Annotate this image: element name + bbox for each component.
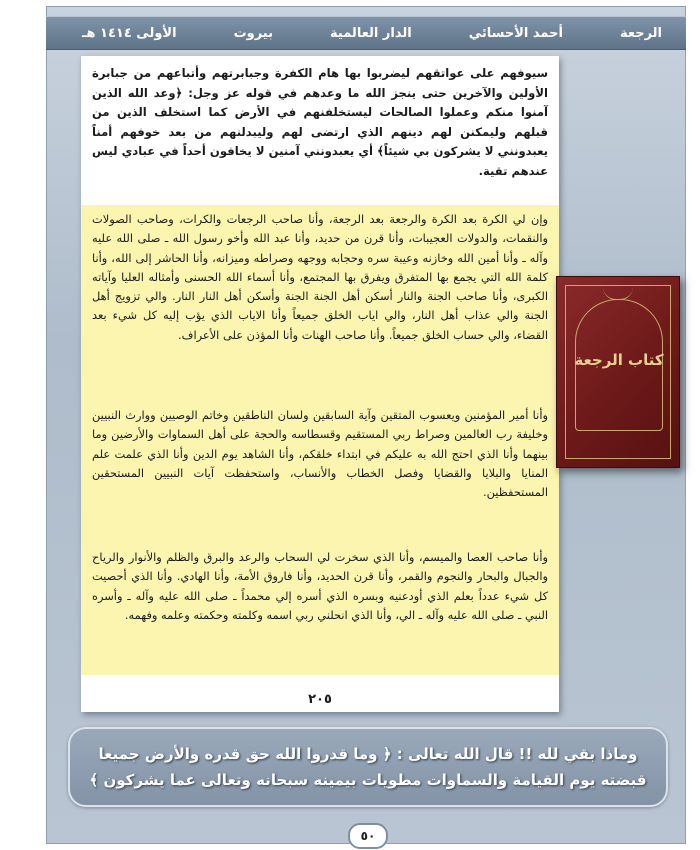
paragraph-1: وإن لي الكرة بعد الكرة والرجعة بعد الرجعة، وأنا صاحب الرجعات والكرات، وصاحب الصولات والنقمات، والدولات العجيبات، وأنا قرن من حديد، وأنا عبد الله وأخو رسول الله ـ صلى الله عليه وآله ـ وأنا أمين الله وخازنه وعيبة سره وحجابه ووجهه وصراطه وميزانه، وأنا الحاشر إلى الله، وأنا كلمة الله التي يجمع بها المتفرق ويفرق بها المجتمع، وأنا أسماء الله الحسنى وأمثاله العليا وآياته الكبرى، وأنا صاحب الجنة والنار أسكن أهل الجنة الجنة وأسكن أهل النار النار. والي تزويج أهل الجنة والي عذاب أهل النار، والي اياب الخلق جميعاً وأنا الاياب الذي يؤب إليه كل شيء بعد القضاء، والي حساب الخلق جميعاً. وأنا صاحب الهنات وأنا المؤذن على الأعراف. <box>92 212 548 342</box>
header-city: بيروت <box>233 25 273 41</box>
header-edition: الأولى ١٤١٤ هـ <box>82 25 177 41</box>
header-publisher: الدار العالمية <box>330 25 412 41</box>
header-book-title: الرجعة <box>619 25 662 41</box>
book-cover-title: كتاب الرجعة <box>574 351 664 369</box>
paragraph-3: وأنا صاحب العصا والميسم، وأنا الذي سخرت لي السحاب والرعد والبرق والظلم والأنوار والرياح والجبال والبحار والنجوم والقمر، وأنا قرن الحديد، وأنا فاروق الأمة، وأنا الهادي. وأنا الذي أحصيت كل شيء عدداً بعلم الذي أودعنيه وبسره الذي أسره إلي محمداً ـ صلى الله عليه وآله ـ وأسره النبي ـ صلى الله عليه وآله ـ الي، وأنا الذي انحلني ربي اسمه وكلمته وحكمته وعلمه وفهمه. <box>92 550 548 622</box>
header-author: أحمد الأحسائي <box>468 25 563 41</box>
quran-quote-box <box>68 727 668 807</box>
quran-quote-text: وماذا بقي لله !! قال الله تعالى : ﴿ وما قدروا الله حق قدره والأرض جميعا قبضته يوم القيامة والسماوات مطويات بيمينه سبحانه وتعالى عما يشركون ﴾ <box>89 745 647 789</box>
page-number: ٢٠٥ <box>308 692 332 707</box>
bold-passage: سيوفهم على عواتقهم ليضربوا بها هام الكفرة وجبابرتهم وأتباعهم من جبابرة الأولين والآخرين حتى ينجز الله ما وعدهم في قوله عز وجل: ﴿وعد الله الذين آمنوا منكم وعملوا الصالحات ليستخلفنهم في الأرض كما استخلف الذين من قبلهم وليمكنن لهم دينهم الذي ارتضى لهم وليبدلنهم من بعد خوفهم أمناً يعبدونني لا يشركون بي شيئاً﴾ أي يعبدونني آمنين لا يخافون أحداً في عبادي ليس عندهم تقية. <box>92 66 548 178</box>
paragraph-2: وأنا أمير المؤمنين ويعسوب المتقين وآية السابقين ولسان الناطقين وخاتم الوصيين ووارث النبيين وخليفة رب العالمين وصراط ربي المستقيم وقسطاسه والحجة على أهل السماوات والأرضين وما بينهما وأنا الذي احتج الله به عليكم في ابتداء خلقكم، وأنا الشاهد يوم الدين وأنا الذي علمت علم المنايا والبلايا والقضايا وفصل الخطاب والأنساب، واستحفظت آيات النبيين المستحقين المستحفظين. <box>92 408 548 500</box>
book-cover-image <box>556 276 680 468</box>
footer-page-badge: ٥٠ <box>348 823 388 849</box>
header-bar <box>46 16 686 50</box>
